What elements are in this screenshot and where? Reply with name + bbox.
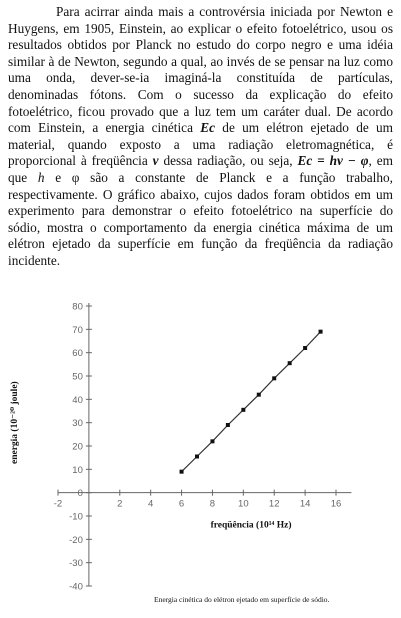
y-tick-label: 60 [72, 348, 83, 360]
data-point [257, 393, 261, 397]
intro-paragraph [8, 4, 393, 270]
y-tick-label: 70 [72, 324, 83, 336]
text-part-4: , em que [8, 153, 393, 185]
x-tick-label: 14 [299, 498, 311, 510]
y-tick-label: 50 [72, 371, 83, 383]
question-text [8, 4, 393, 270]
data-point [272, 376, 276, 380]
x-axis-title: freqüência (10¹⁴ Hz) [210, 520, 292, 531]
x-tick-label: -2 [53, 498, 63, 510]
series-line [182, 332, 321, 472]
text-part-2: de um elétron ejetado de um material, quando exposto a uma radiação eletromagnética, é proporcional à freqüência [8, 120, 394, 169]
x-tick-label: 6 [178, 498, 185, 510]
x-tick-label: 2 [117, 498, 123, 510]
text-part-1: Para acirrar ainda mais a controvérsia iniciada por Newton e Huygens, em 1905, Einstein, ao explicar o efeito fotoelétrico, usou os resultados obtidos por Planck no estudo do corpo negro e uma idéia similar à de Newton, segundo a qual, ao invés de se pensar na luz como uma onda, dever-se-ia imaginá-la constituída de partículas, denominadas fótons. Com o sucesso da explicação do efeito fotoelétrico, ficou provado que a luz tem um caráter dual. De acordo com Einstein, a energia cinética [8, 4, 393, 136]
y-tick-label: -20 [69, 534, 83, 546]
y-tick-label: 30 [72, 418, 83, 430]
data-point [226, 423, 230, 427]
symbol-phi: φ [71, 169, 80, 185]
symbol-nu: ν [152, 153, 159, 169]
y-tick-label: 80 [72, 301, 83, 313]
x-tick-label: 16 [330, 498, 342, 510]
data-point [303, 346, 307, 350]
y-tick-label: -10 [69, 511, 83, 523]
data-point [241, 408, 245, 412]
y-tick-label: 0 [77, 488, 83, 500]
data-point [210, 439, 214, 443]
data-point [288, 361, 292, 365]
text-part-3: dessa radiação, ou seja, [158, 153, 298, 169]
text-part-6: são a constante de Planck e a função trabalho, respectivamente. O gráfico abaixo, cujos dados foram obtidos em um experimento para demonstrar o efeito fotoelétrico na superfície do sódio, mostra o comportamento da energia cinética máxima de um elétron ejetado da superfície em função da freqüência da radiação incidente. [8, 169, 393, 268]
text-part-5: e [44, 169, 72, 185]
y-tick-label: 40 [72, 394, 83, 406]
chart-caption: Energia cinética do elétron ejetado em superfície de sódio. [154, 595, 330, 604]
symbol-ec: Ec [200, 120, 216, 136]
energy-frequency-chart [0, 290, 401, 595]
data-point [195, 455, 199, 459]
y-tick-label: -30 [69, 558, 83, 570]
symbol-h: h [37, 169, 45, 185]
data-point [180, 470, 184, 474]
y-tick-label: 20 [72, 441, 83, 453]
x-tick-label: 4 [148, 498, 154, 510]
data-point [319, 330, 323, 334]
y-axis-title: energia (10⁻²⁰ joule) [10, 381, 20, 465]
x-tick-label: 12 [268, 498, 280, 510]
y-tick-label: 10 [72, 464, 83, 476]
equation: Ec = hν − φ [297, 153, 369, 169]
y-tick-label: -40 [69, 581, 83, 593]
x-tick-label: 10 [238, 498, 249, 510]
x-tick-label: 8 [209, 498, 216, 510]
